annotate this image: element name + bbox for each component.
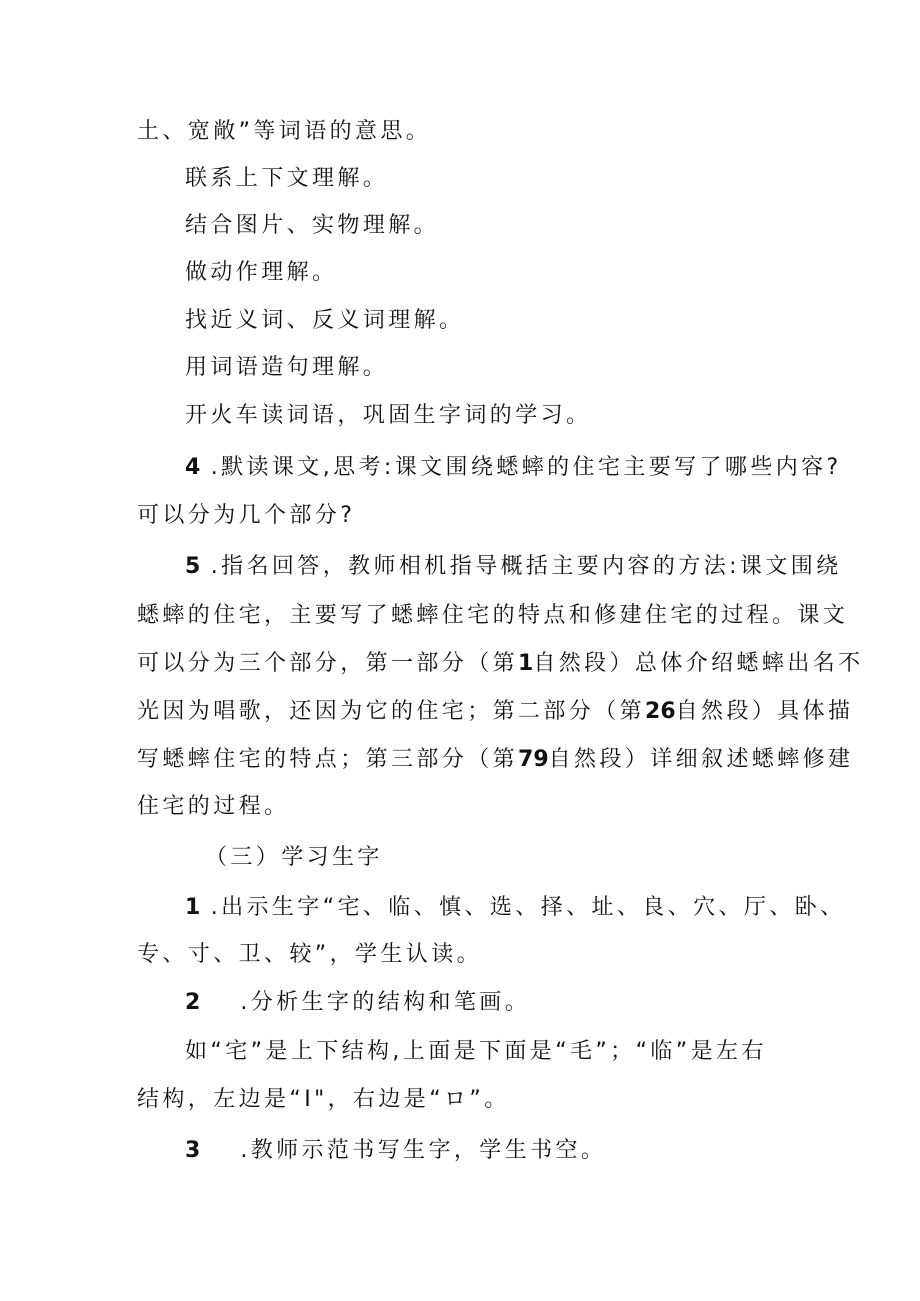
item-5-line-2: 蟋蟀的住宅，主要写了蟋蟀住宅的特点和修建住宅的过程。课文 [137,603,849,628]
item-4-line-1: 4 .默读课文,思考:课文围绕蟋蟀的住宅主要写了哪些内容? [185,455,842,480]
method-pictures: 结合图片、实物理解。 [185,213,440,238]
step-3-number: 3 [185,1138,201,1163]
item-5-line-4: 光因为唱歌，还因为它的住宅；第二部分（第26自然段）具体描 [137,699,854,724]
step-2-line: 2 .分析生字的结构和笔画。 [185,990,531,1015]
step-1-number: 1 [185,895,201,920]
step-2-number: 2 [185,990,201,1015]
method-sentences: 用词语造句理解。 [185,355,389,380]
item-5-line-1: 5 .指名回答，教师相机指导概括主要内容的方法:课文围绕 [185,554,842,579]
paragraph-line: 土、宽敞”等词语的意思。 [137,119,432,144]
section-heading: （三）学习生字 [205,845,383,870]
item-5-line-3: 可以分为三个部分，第一部分（第1自然段）总体介绍蟋蟀出名不 [137,651,864,676]
step-2-example-line-2: 结构，左边是“I"，右边是“ロ”。 [137,1087,510,1112]
item-5-line-5: 写蟋蟀住宅的特点；第三部分（第79自然段）详细叙述蟋蟀修建 [137,747,854,772]
step-1-line-2: 专、寸、卫、较”，学生认读。 [137,942,482,967]
step-3-line: 3 .教师示范书写生字，学生书空。 [185,1138,607,1163]
method-actions: 做动作理解。 [185,260,338,285]
item-4-number: 4 [185,455,201,480]
method-train-reading: 开火车读词语，巩固生字词的学习。 [185,403,592,428]
step-1-line-1: 1 .出示生字“宅、临、慎、选、择、址、良、穴、厅、卧、 [185,895,846,920]
method-context: 联系上下文理解。 [185,166,389,191]
item-4-line-2: 可以分为几个部分? [137,503,356,528]
method-synonyms: 找近义词、反义词理解。 [185,308,465,333]
item-5-number: 5 [185,554,201,579]
step-2-example-line-1: 如“宅”是上下结构,上面是下面是“毛”；“临”是左右 [185,1039,767,1064]
item-5-line-6: 住宅的过程。 [137,794,290,819]
